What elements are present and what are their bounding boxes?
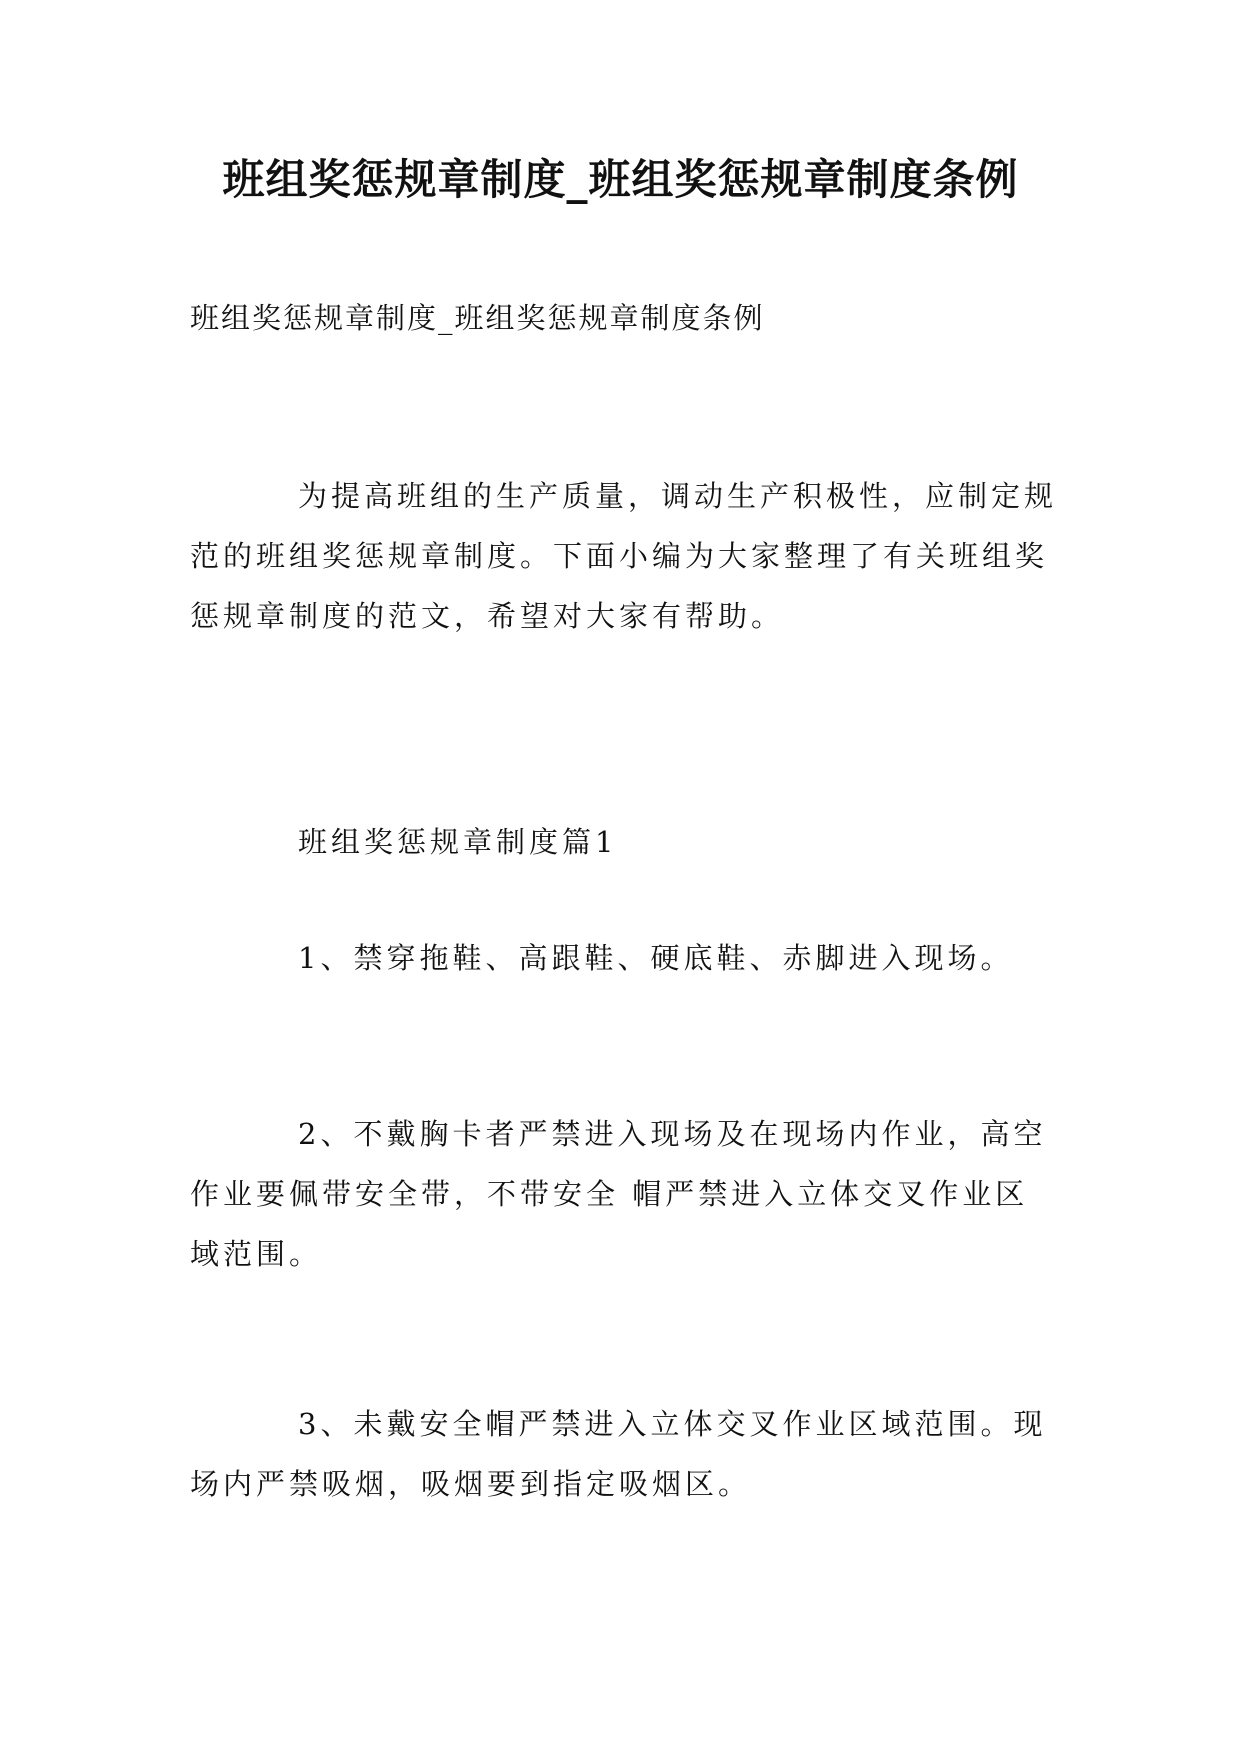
document-title: 班组奖惩规章制度_班组奖惩规章制度条例 [222, 155, 1019, 204]
section-heading: 班组奖惩规章制度篇1 [298, 825, 618, 859]
rule-item-1: 1、禁穿拖鞋、高跟鞋、硬底鞋、赤脚进入现场。 [298, 941, 1014, 975]
document-subtitle: 班组奖惩规章制度_班组奖惩规章制度条例 [190, 301, 765, 335]
intro-paragraph: 为提高班组的生产质量，调动生产积极性，应制定规范的班组奖惩规章制度。下面小编为大家整理了有关班组奖惩规章制度的范文，希望对大家有帮助。 [190, 479, 1058, 633]
rule-item-3: 3、未戴安全帽严禁进入立体交叉作业区域范围。现场内严禁吸烟，吸烟要到指定吸烟区。 [190, 1407, 1047, 1501]
rule-item-2: 2、不戴胸卡者严禁进入现场及在现场内作业，高空作业要佩带安全带，不带安全 帽严禁进入立体交叉作业区域范围。 [190, 1117, 1047, 1271]
